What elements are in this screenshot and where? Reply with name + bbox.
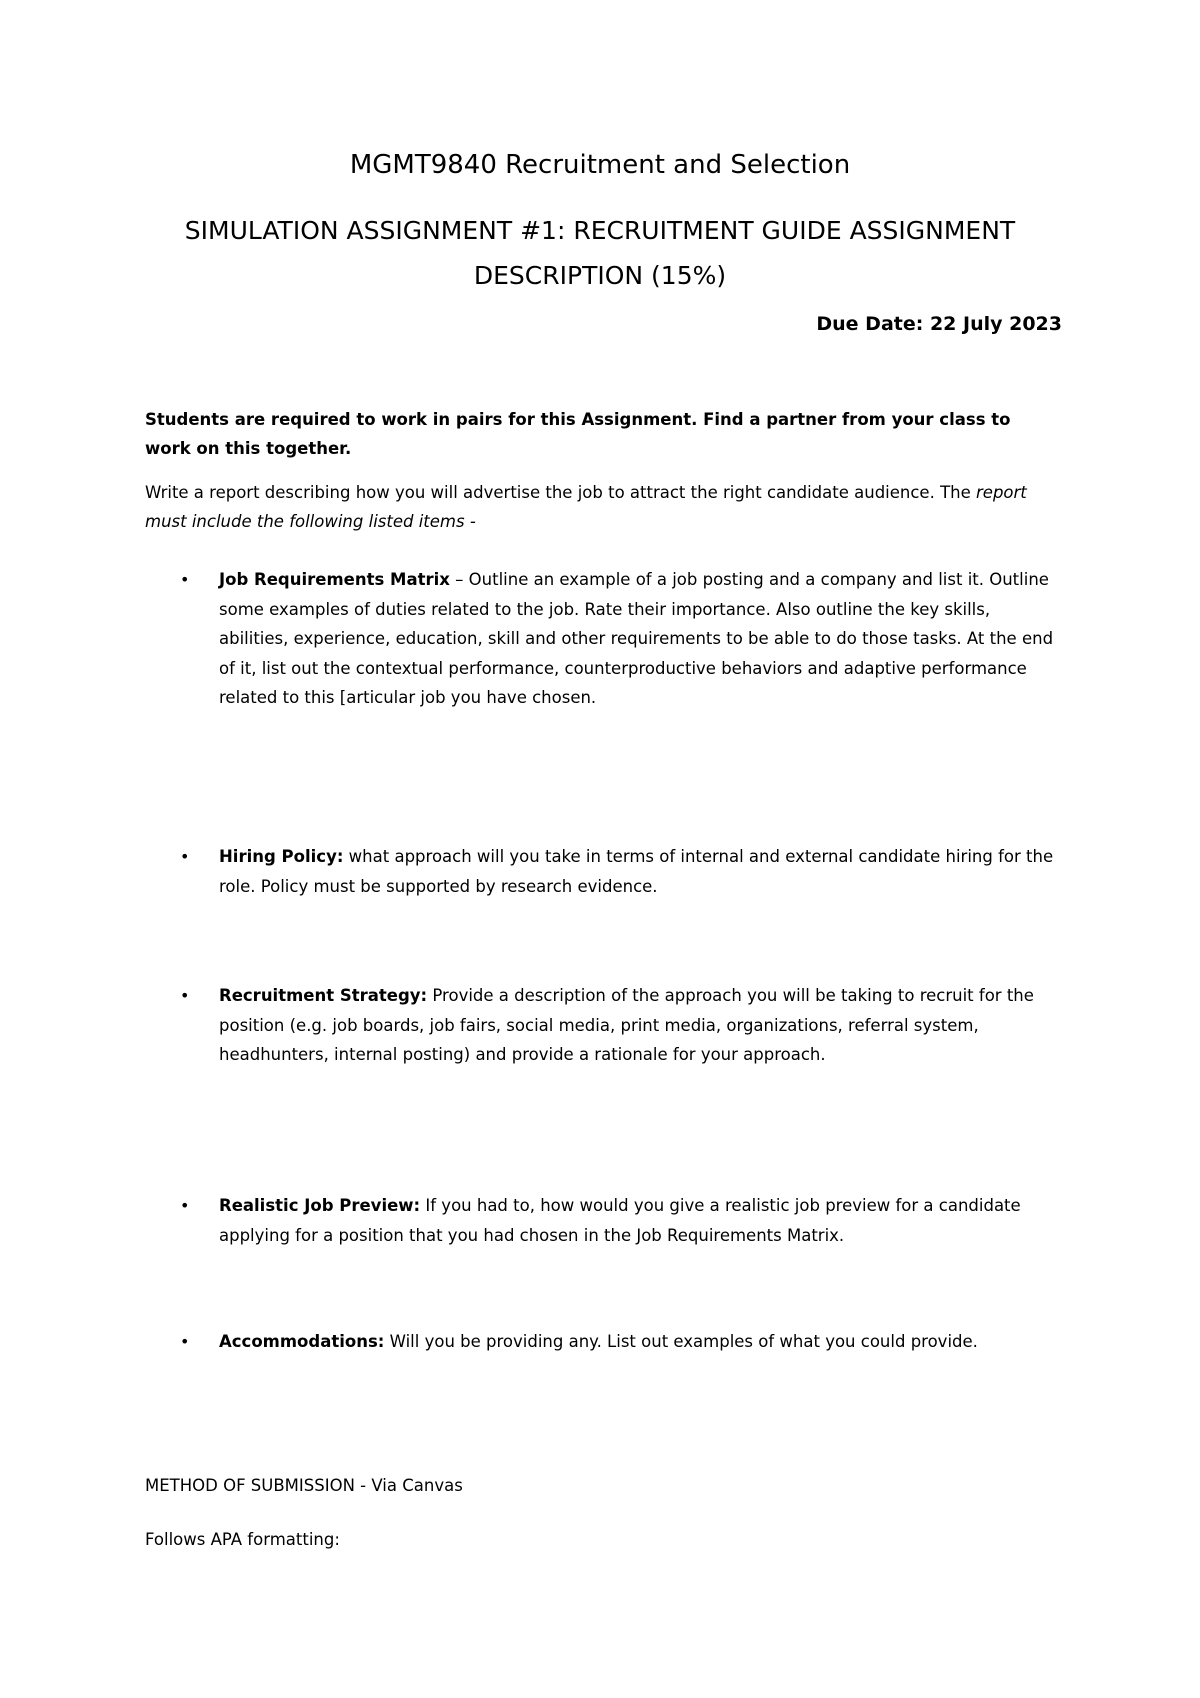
intro-paragraph: Students are required to work in pairs for this Assignment. Find a partner from your class to work on this together.	[145, 410, 1011, 458]
list-item-description: Will you be providing any. List out examples of what you could provide.	[384, 1332, 978, 1351]
instructions-paragraph	[145, 478, 1060, 536]
course-title: MGMT9840 Recruitment and Selection	[349, 150, 851, 180]
list-item-term: Recruitment Strategy:	[219, 986, 428, 1005]
list-item-text	[219, 981, 1060, 1070]
bullet-icon: •	[180, 1196, 190, 1215]
list-item-hiring-policy	[145, 842, 1060, 901]
list-item-description: Provide a description of the approach you will be taking to recruit for the position (e.g. job boards, job fairs, social media, print media, organizations, referral system, headhunters, internal posting) and provide a rationale for your approach.	[219, 986, 1034, 1064]
list-item-accommodations	[145, 1327, 1060, 1357]
list-item-description: If you had to, how would you give a realistic job preview for a candidate applying for a position that you had chosen in the Job Requirements Matrix.	[219, 1196, 1021, 1245]
bullet-icon: •	[180, 986, 190, 1005]
list-item-term: Accommodations:	[219, 1332, 385, 1351]
bullet-icon: •	[180, 1332, 190, 1351]
list-item-term: Hiring Policy:	[219, 847, 344, 866]
assignment-title: SIMULATION ASSIGNMENT #1: RECRUITMENT GUIDE ASSIGNMENT DESCRIPTION (15%)	[184, 216, 1016, 290]
formatting-note: Follows APA formatting:	[145, 1530, 340, 1549]
list-item-description: – Outline an example of a job posting and a company and list it. Outline some examples of duties related to the job. Rate their importance. Also outline the key skills, abilities, experience, education, skill and other requirements to be able to do those tasks. At the end of it, list out the contextual performance, counterproductive behaviors and adaptive performance related to this [articular job you have chosen.	[219, 570, 1054, 707]
bullet-icon: •	[180, 570, 190, 589]
list-item-text	[219, 1191, 1060, 1250]
list-item-text	[219, 1327, 1060, 1357]
submission-method: METHOD OF SUBMISSION - Via Canvas	[145, 1476, 463, 1495]
list-item-job-requirements-matrix	[145, 565, 1060, 713]
list-item-recruitment-strategy	[145, 981, 1060, 1070]
list-item-realistic-job-preview	[145, 1191, 1060, 1250]
list-item-description: what approach will you take in terms of internal and external candidate hiring for the role. Policy must be supported by research evidence.	[219, 847, 1054, 896]
list-item-text	[219, 565, 1060, 713]
list-item-term: Job Requirements Matrix	[219, 570, 450, 589]
list-item-text	[219, 842, 1060, 901]
instructions-italic-text: report must include the following listed items -	[145, 483, 1027, 531]
due-date: Due Date: 22 July 2023	[816, 313, 1062, 335]
instructions-text: Write a report describing how you will advertise the job to attract the right candidate audience. The	[145, 483, 977, 502]
bullet-icon: •	[180, 847, 190, 866]
list-item-term: Realistic Job Preview:	[219, 1196, 421, 1215]
